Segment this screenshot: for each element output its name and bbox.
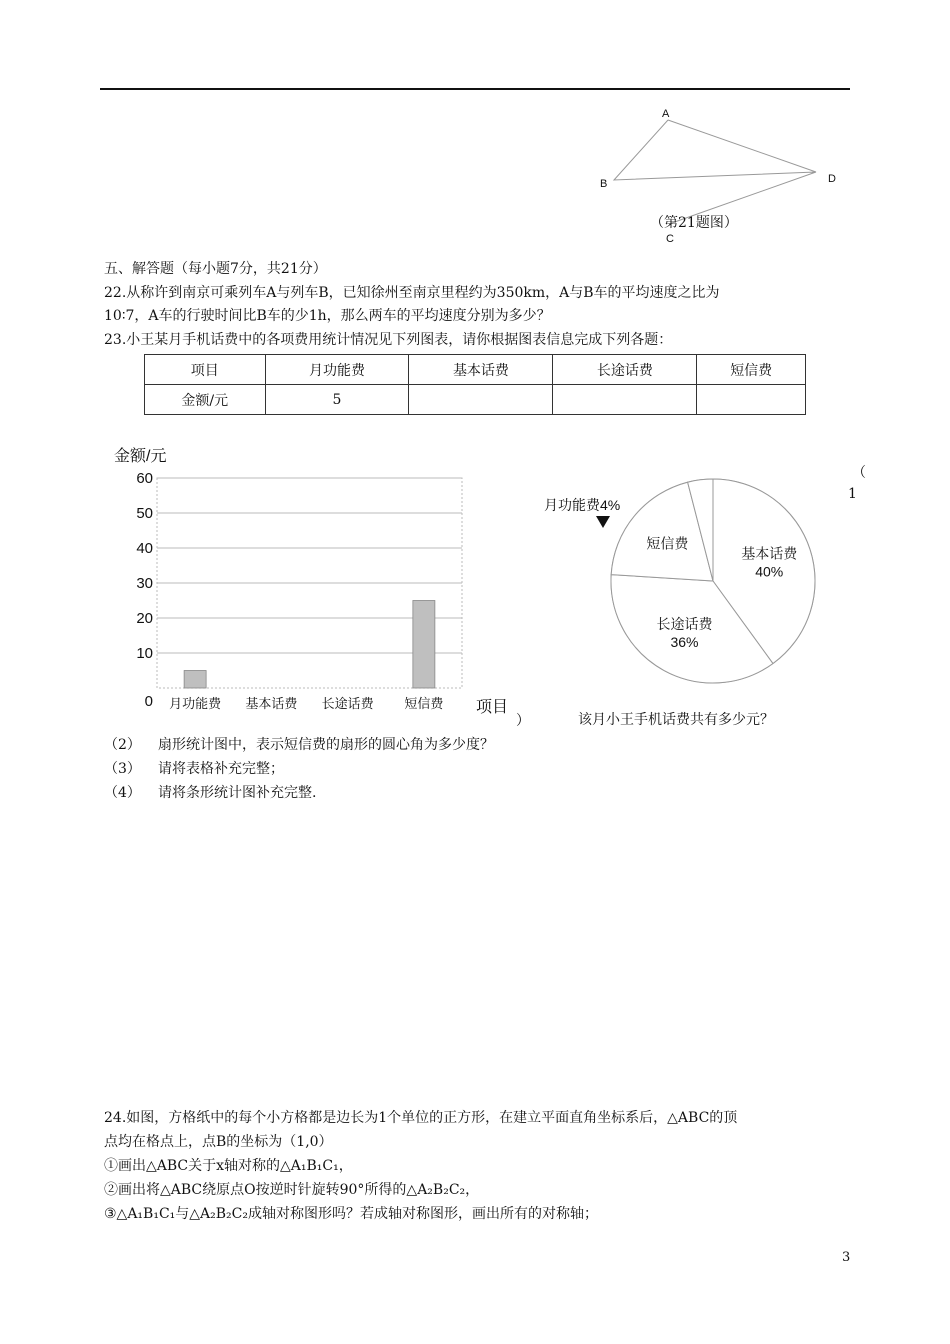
table-header-cell: 基本话费 [409,355,553,385]
table-header-cell: 月功能费 [265,355,409,385]
header-rule [100,88,850,90]
y-tick-label: 10 [136,645,153,662]
side-mark: ） [516,713,530,729]
y-tick-label: 20 [136,610,153,627]
bar-chart [120,464,520,724]
q22-line-1: 22.从称许到南京可乘列车A与列车B，已知徐州至南京里程约为350km，A与B车的平均速度之比为 [104,285,720,301]
q23-sub-2: 扇形统计图中，表示短信费的扇形的圆心角为多少度？ [158,737,494,753]
table-header-cell: 长途话费 [553,355,697,385]
x-tick-label: 长途话费 [321,696,374,711]
q23-sub-4-number: （4） [104,785,141,801]
q23-sub-1: 该月小王手机话费共有多少元？ [578,712,774,728]
bar [413,601,435,689]
table-row-label: 金额/元 [145,385,266,415]
y-tick-label: 0 [144,693,153,710]
fee-table [144,354,806,415]
table-header-cell: 短信费 [697,355,806,385]
slice-percent-label: 40% [755,563,784,580]
callout-arrow-icon [596,516,610,528]
bar-chart-ylabel: 金额/元 [114,448,167,465]
q24-item-1: ①画出△ABC关于x轴对称的△A₁B₁C₁， [104,1158,353,1174]
q23-sub-4: 请将条形统计图补充完整. [158,785,317,801]
x-tick-label: 短信费 [404,696,444,711]
q23-sub-3-number: （3） [104,761,141,777]
bar [184,671,206,689]
slice-label: 短信费 [646,535,689,552]
q24-item-3: ③△A₁B₁C₁与△A₂B₂C₂成轴对称图形吗？若成轴对称图形，画出所有的对称轴； [104,1206,598,1222]
table-header-row [145,355,806,385]
q22-line-2: 10∶7，A车的行驶时间比B车的少1h，那么两车的平均速度分别为多少？ [104,308,551,324]
slice-label: 长途话费 [656,615,713,632]
figure-21-caption: （第21题图） [650,215,738,231]
q24-line-2: 点均在格点上，点B的坐标为（1,0） [104,1134,333,1150]
table-row [145,385,806,415]
x-tick-label: 基本话费 [245,696,298,711]
label-point-a: A [662,108,670,120]
pie-callout-label: 月功能费4% [544,497,621,513]
y-tick-label: 30 [136,575,153,592]
y-tick-label: 50 [136,505,153,522]
page-number: 3 [842,1250,851,1265]
y-tick-label: 40 [136,540,153,557]
slice-percent-label: 36% [670,633,699,650]
label-point-c: C [666,233,674,245]
table-cell [697,385,806,415]
quadrilateral-outline [614,120,816,224]
y-tick-label: 60 [136,470,153,487]
table-cell [553,385,697,415]
table-header-cell: 项目 [145,355,266,385]
side-mark: （ [852,465,866,481]
q24-item-2: ②画出将△ABC绕原点O按逆时针旋转90°所得的△A₂B₂C₂， [104,1182,480,1198]
x-axis-label: 项目 [475,699,509,716]
edge-a-d [668,120,816,172]
q23-intro: 23.小王某月手机话费中的各项费用统计情况见下列图表，请你根据图表信息完成下列各题： [104,332,673,348]
section-5-heading: 五、解答题（每小题7分，共21分） [104,261,327,277]
slice-label: 基本话费 [741,545,798,562]
label-point-b: B [600,178,608,190]
x-tick-label: 月功能费 [169,696,222,711]
q23-sub-2-number: （2） [104,737,141,753]
q23-sub-3: 请将表格补充完整； [158,761,284,777]
table-cell: 5 [265,385,409,415]
side-mark: 1 [848,486,857,502]
label-point-d: D [828,173,836,185]
table-cell [409,385,553,415]
q24-line-1: 24.如图，方格纸中的每个小方格都是边长为1个单位的正方形，在建立平面直角坐标系后，△ABC的顶 [104,1110,738,1126]
pie-chart [530,470,840,690]
